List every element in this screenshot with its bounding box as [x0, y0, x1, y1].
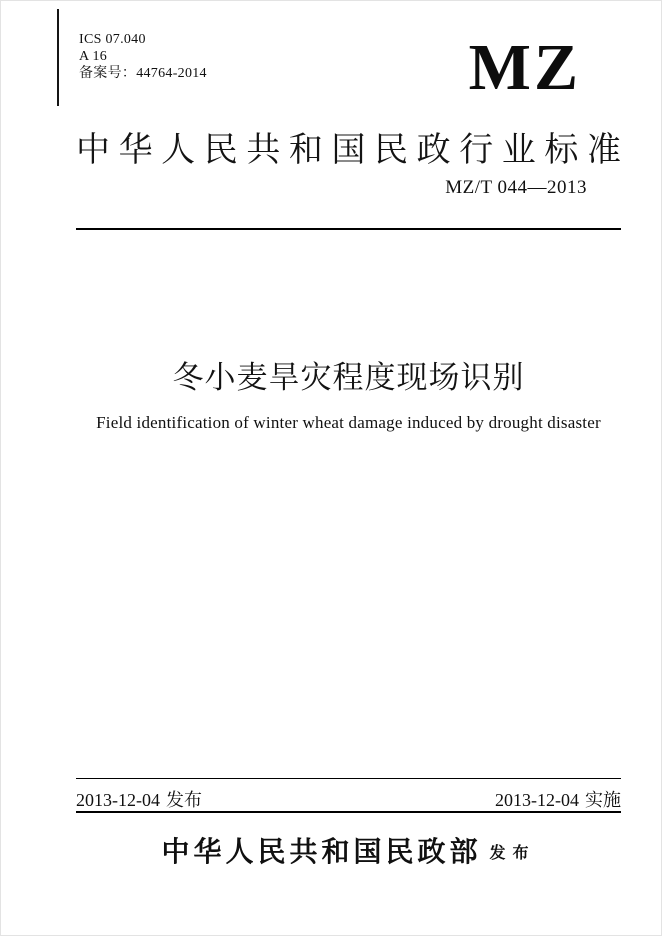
dates-bottom-rule [76, 811, 621, 813]
dates-row [76, 786, 621, 812]
classification-code: A 16 [79, 49, 108, 64]
top-left-vertical-rule [57, 9, 59, 106]
series-title-char: 共 [246, 131, 281, 169]
ics-code: ICS 07.040 [79, 32, 146, 47]
series-title-char: 政 [416, 131, 451, 169]
dates-top-rule [76, 778, 621, 779]
implement-date: 2013-12-04 [495, 790, 579, 810]
ics-classification-block [79, 31, 207, 82]
document-title-chinese: 冬小麦旱灾程度现场识别 [172, 360, 525, 395]
series-title-char: 行 [459, 131, 494, 169]
record-number: 备案号：44764-2014 [79, 66, 207, 81]
standard-series-title [76, 122, 621, 171]
series-title-char: 华 [118, 131, 153, 169]
standard-number: MZ/T 044—2013 [445, 177, 587, 198]
series-title-char: 中 [76, 131, 110, 169]
issuer-row [76, 830, 621, 870]
issuer-publish-label: 发布 [489, 845, 536, 862]
header-divider-rule [76, 228, 621, 230]
release-label: 发布 [166, 790, 202, 810]
release-date-group [76, 786, 202, 812]
issuer-name: 中华人民共和国民政部 [161, 836, 482, 867]
mz-logo: MZ [468, 31, 581, 104]
series-title-char: 国 [331, 131, 366, 169]
series-title-char: 人 [161, 131, 196, 169]
series-title-char: 和 [288, 131, 323, 169]
document-title-english: Field identification of winter wheat damage induced by drought disaster [96, 413, 601, 432]
implement-date-group [495, 786, 621, 812]
release-date: 2013-12-04 [76, 790, 160, 810]
series-title-char: 民 [203, 131, 238, 169]
series-title-char: 准 [586, 131, 621, 169]
series-title-char: 民 [374, 131, 409, 169]
series-title-char: 标 [544, 131, 579, 169]
series-title-char: 业 [501, 131, 536, 169]
implement-label: 实施 [585, 790, 621, 810]
